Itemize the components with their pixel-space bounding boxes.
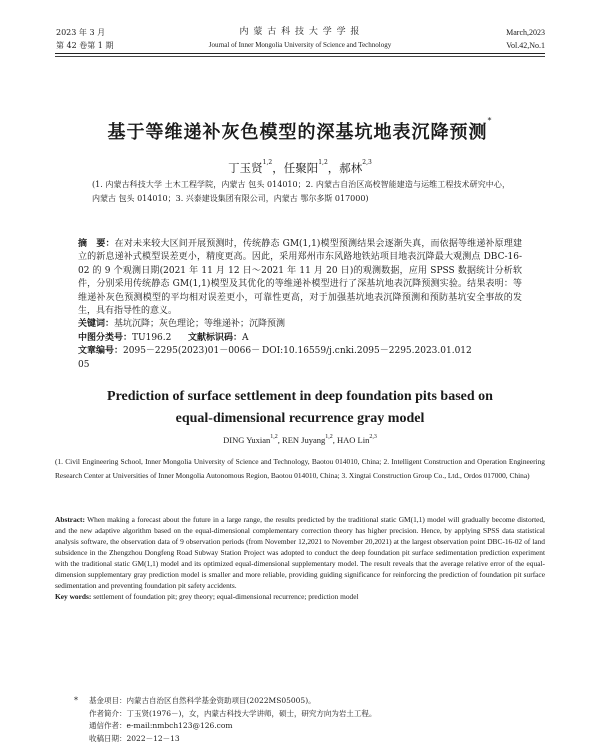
header-right xyxy=(506,26,545,52)
footnote-received-date: 收稿日期：2022－12－13 xyxy=(89,733,180,743)
document-code-label: 文献标识码： xyxy=(188,332,243,343)
author-name-cn: 丁玉贤 xyxy=(228,161,263,175)
volume-issue-cn: 第 42 卷第 1 期 xyxy=(56,41,114,50)
issue-date-en: March,2023 xyxy=(506,28,545,37)
author-affil-sup: 2,3 xyxy=(362,159,372,166)
keywords-text-cn: 基坑沉降；灰色理论；等维递补；沉降预测 xyxy=(114,319,286,330)
author-separator: , xyxy=(277,435,283,445)
paper-title-en-line-1: Prediction of surface settlement in deep foundation pits based on xyxy=(107,389,493,404)
header-center xyxy=(150,26,450,52)
footnote-author-bio: 作者简介：丁玉贤(1976－)，女，内蒙古科技大学讲师，硕士，研究方向为岩土工程。 xyxy=(89,708,377,718)
volume-issue-en: Vol.42,No.1 xyxy=(506,41,545,50)
paper-title-en xyxy=(50,386,550,430)
author-name-en: DING Yuxian xyxy=(223,435,271,445)
author-separator: ， xyxy=(272,161,284,175)
issue-date-cn: 2023 年 3 月 xyxy=(56,28,106,37)
header-rule-thick xyxy=(55,53,545,54)
article-number-line xyxy=(78,345,522,372)
author-affil-sup: 1,2 xyxy=(270,434,278,440)
document-code-value: A xyxy=(242,332,249,343)
author-affil-sup: 1,2 xyxy=(325,434,333,440)
header-left xyxy=(56,26,113,52)
footnote-contact: 通信作者：e-mail:nmbch123@126.com xyxy=(89,721,233,730)
article-number xyxy=(78,345,262,372)
affiliation-en: (1. Civil Engineering School, Inner Mongolia University of Science and Technology, Baotou 014010, China; 2. Intelligent Construction and Operation Engineering Research Center at Universities of Inner Mongolia Autonomous Region, Baotou 014010, China; 3. Xingtai Construction Group Co., Ltd., Ordos 017000, China) xyxy=(55,457,545,480)
keywords-label-cn: 关键词： xyxy=(78,319,115,330)
journal-name-en: Journal of Inner Mongolia University of Science and Technology xyxy=(208,41,392,49)
clc-value: TU196.2 xyxy=(132,332,172,343)
author-list-cn xyxy=(100,160,500,176)
keywords-label-en: Key words: xyxy=(55,592,92,601)
abstract-block-en xyxy=(55,514,545,602)
doi: DOI:10.16559/j.cnki.2095－2295.2023.01.012 xyxy=(262,346,472,357)
author-name-cn: 郝林 xyxy=(339,161,363,175)
affiliation-cn: (1. 内蒙古科技大学 土木工程学院，内蒙古 包头 014010；2. 内蒙古自治区高校智能建造与运维工程技术研究中心，内蒙古 包头 014010；3. 兴泰建设集团有限公司，内蒙古 鄂尔多斯 017000) xyxy=(92,180,510,203)
abstract-label-en: Abstract: xyxy=(55,515,85,524)
author-separator: , xyxy=(332,435,337,445)
clc-label: 中图分类号： xyxy=(78,332,133,343)
abstract-text-cn: 在对未来较大区间开展预测时，传统静态 GM(1,1)模型预测结果会逐渐失真，而依据等维递补原理建立的新息递补式模型误差更小，精度更高。因此，采用郑州市东风路地铁站项目地表沉降最大观测点 DBC-16-02 的 9 个观测日期(2021 年 11 月 12 日～2021 年 11 月 20 日)的观测数据，应用 SPSS 数据统计分析软件，分别采用传统静态 GM(1,1)模型及其优化的等维递补模型进行了深基坑地表沉降预测实验。结果表明：等维递补灰色预测模型的平均相对误差更小，可靠性更高，对于加强基坑地表沉降预测和预防基坑安全事故的发生，具有指导性的意义。 xyxy=(78,239,522,317)
paper-title-cn-text: 基于等维递补灰色模型的深基坑地表沉降预测 xyxy=(107,122,488,143)
author-name-en: REN Juyang xyxy=(282,435,326,445)
footnote-mark: * xyxy=(74,696,78,705)
title-footnote-mark: * xyxy=(487,116,493,125)
footnotes xyxy=(89,695,539,745)
journal-name-cn: 内 蒙 古 科 技 大 学 学 报 xyxy=(239,27,361,37)
header-rule-thin xyxy=(55,56,545,57)
abstract-cn xyxy=(78,238,522,318)
document-code xyxy=(188,332,249,345)
abstract-text-en: When making a forecast about the future in a large range, the results predicted by the traditional static GM(1,1) model will gradually become distorted, and the new adaptive algorithm based on the equal-dimensional complementary correction theory has higher precision. Hence, by applying SPSS data statistical analysis software, the observation data of 9 observation periods (from November 12,2021 to November 20,2021) at the largest observation point DBC-16-02 of land subsidence in the Zhengzhou Dongfeng Road Subway Station Project was adopted to conduct the deep foundation pit surface sedimentation prediction experiment with the traditional static GM(1,1) model and its optimized equal-dimensional supplementary model. The result reveals that the average relative error of the equal-dimension supplementary gray prediction model is smaller and more reliable, providing guiding significance for reinforcing the prediction of foundation pit surface sedimentation and preventing foundation pit safety accidents. xyxy=(55,515,545,590)
keywords-text-en: settlement of foundation pit; grey theory; equal-dimensional recurrence; prediction model xyxy=(91,592,359,601)
clc-number xyxy=(78,332,188,345)
keywords-cn xyxy=(78,318,522,331)
abstract-en xyxy=(55,514,545,591)
article-number-value: 2095－2295(2023)01－0066－05 xyxy=(78,346,261,370)
abstract-label-cn: 摘 要： xyxy=(78,239,115,249)
author-name-cn: 任聚阳 xyxy=(283,161,319,175)
author-affil-sup: 1,2 xyxy=(318,159,328,166)
author-name-en: HAO Lin xyxy=(337,435,370,445)
paper-title-en-line-2: equal-dimensional recurrence gray model xyxy=(175,411,425,426)
author-affil-sup: 1,2 xyxy=(262,159,273,166)
paper-title-cn xyxy=(60,118,540,144)
abstract-block-cn xyxy=(78,238,522,372)
article-number-label: 文章编号： xyxy=(78,346,124,357)
keywords-en xyxy=(55,591,545,602)
classification-line xyxy=(78,332,522,345)
author-list-en xyxy=(100,435,500,445)
author-affil-sup: 2,3 xyxy=(369,434,377,440)
footnote-fund: 基金项目：内蒙古自治区自然科学基金资助项目(2022MS05005)。 xyxy=(89,696,316,705)
author-separator: ， xyxy=(327,161,340,175)
